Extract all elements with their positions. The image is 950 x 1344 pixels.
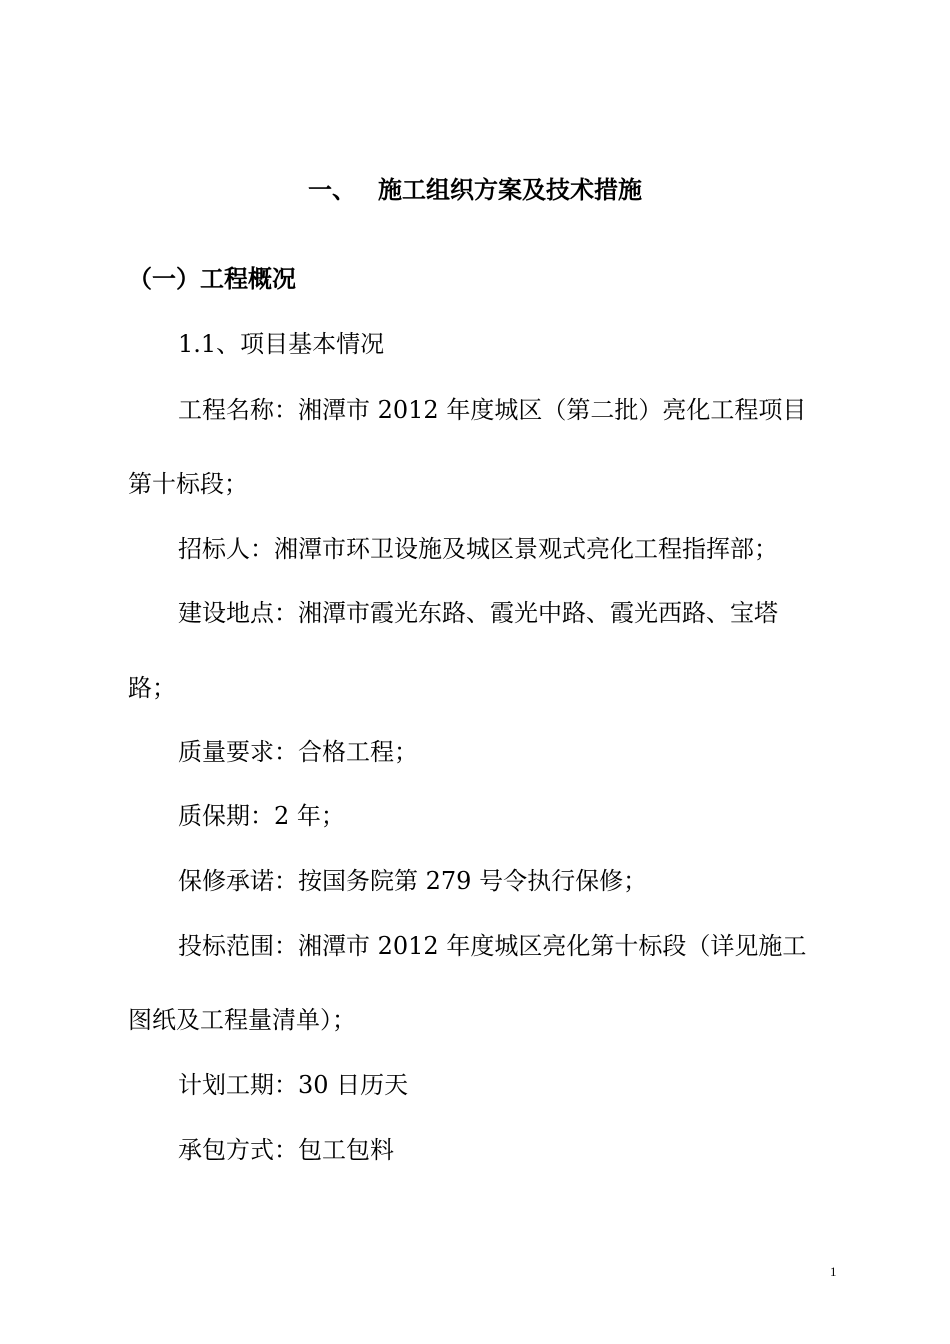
paragraph-line-project-name: 工程名称：湘潭市 2012 年度城区（第二批）亮化工程项目 [178,396,807,424]
paragraph-line-project-name-cont: 第十标段； [128,470,248,498]
paragraph-line-bid-scope-cont: 图纸及工程量清单）； [128,1006,356,1034]
title-text: 施工组织方案及技术措施 [378,176,642,204]
paragraph-line-contract-mode: 承包方式：包工包料 [178,1136,394,1164]
paragraph-line-schedule: 计划工期：30 日历天 [178,1071,409,1099]
paragraph-line-location: 建设地点：湘潭市霞光东路、霞光中路、霞光西路、宝塔 [178,599,778,627]
paragraph-line-warranty-commitment: 保修承诺：按国务院第 279 号令执行保修； [178,867,648,895]
section-heading: （一）工程概况 [128,265,296,293]
paragraph-line-quality: 质量要求：合格工程； [178,738,418,766]
page-number: 1 [830,1264,837,1279]
paragraph-line-warranty-period: 质保期：2 年； [178,802,345,830]
document-title [0,176,950,204]
title-number: 一、 [308,176,356,204]
paragraph-line-bid-scope: 投标范围：湘潭市 2012 年度城区亮化第十标段（详见施工 [178,932,807,960]
paragraph-line-location-cont: 路； [128,674,176,702]
subsection-heading: 1.1、项目基本情况 [178,330,385,358]
paragraph-line-tenderer: 招标人：湘潭市环卫设施及城区景观式亮化工程指挥部； [178,535,778,563]
